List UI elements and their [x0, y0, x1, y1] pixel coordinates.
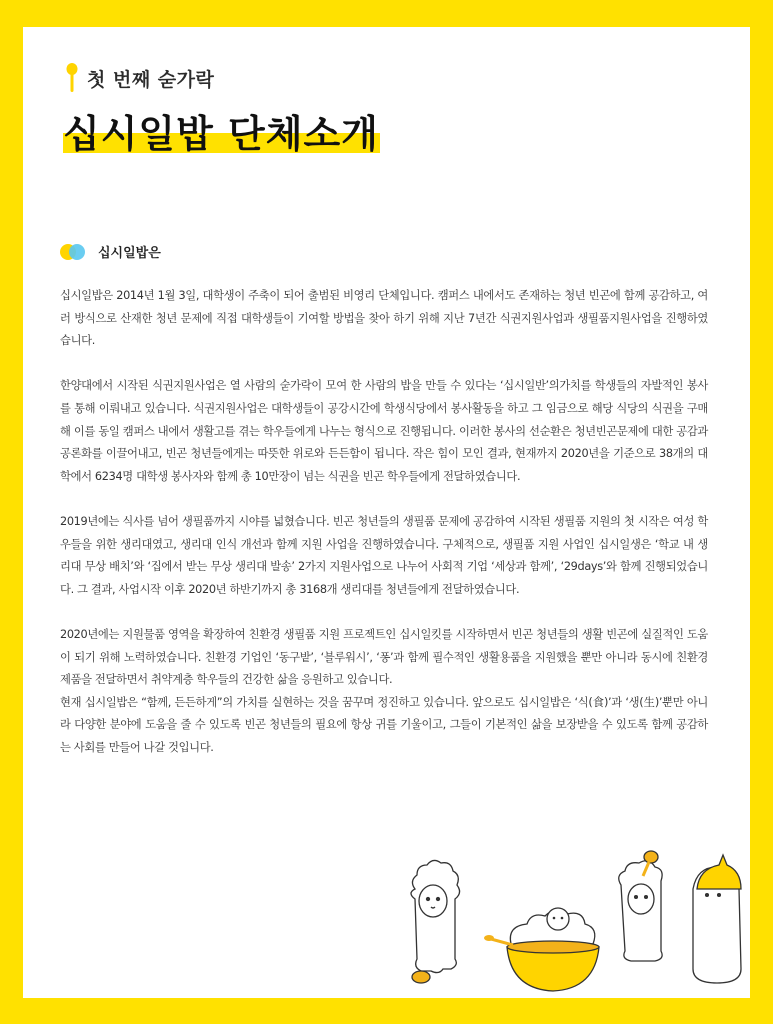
paragraph-5: 현재 십시일밥은 “함께, 든든하게”의 가치를 실현하는 것을 꿈꾸며 정진하고 있습니다. 앞으로도 십시일밥은 ‘식(食)’과 ‘생(生)’뿐만 아니라 다양한 분야에 도움을 줄 수 있도록 빈곤 청년들의 필요에 항상 귀를 기울이고, 그들이 기본적인 삶을 보장받을 수 있도록 함께 공감하는 사회를 만들어 나갈 것입니다.	[60, 695, 708, 754]
section-dots-icon	[60, 244, 86, 260]
paragraph-2: 한양대에서 시작된 식권지원사업은 열 사람의 숟가락이 모여 한 사람의 밥을 만들 수 있다는 ‘십시일반’의가치를 학생들의 자발적인 봉사를 통해 이뤄내고 있습니다. 식권지원사업은 대학생들이 공강시간에 학생식당에서 봉사활동을 하고 그 임금으로 해당 식당의 식권을 구매해 이를 동일 캠퍼스 내에서 생활고를 겪는 학우들에게 나누는 형식으로 진행됩니다. 이러한 봉사의 선순환은 청년빈곤문제에 대한 공감과 공론화를 이끌어내고, 빈곤 청년들에게는 따뜻한 위로와 든든함이 됩니다. 작은 힘이 모인 결과, 현재까지 2020년을 기준으로 38개의 대학에서 6234명 대학생 봉사자와 함께 총 10만장이 넘는 식권을 빈곤 학우들에게 전달하였습니다.	[60, 379, 708, 483]
paragraph-1: 십시일밥은 2014년 1월 3일, 대학생이 주축이 되어 출범된 비영리 단체입니다. 캠퍼스 내에서도 존재하는 청년 빈곤에 함께 공감하고, 여러 방식으로 산재한 청년 문제에 직접 대학생들이 기여할 방법을 찾아 하기 위해 지난 7년간 식권지원사업과 생필품지원사업을 진행하였습니다.	[60, 289, 708, 348]
spoon-icon	[65, 63, 79, 93]
body-text	[60, 285, 708, 759]
paragraph-4: 2020년에는 지원물품 영역을 확장하여 친환경 생필품 지원 프로젝트인 십시일킷를 시작하면서 빈곤 청년들의 생활 빈곤에 실질적인 도움이 되기 위해 노력하였습니다. 친환경 기업인 ‘동구밭’, ‘블루워시’, ‘퐁’과 함께 필수적인 생활용품을 지원했을 뿐만 아니라 동시에 친환경 제품을 전달하면서 취약계층 학우들의 건강한 삶을 응원하고 있습니다.	[60, 627, 708, 687]
section-title: 십시일밥은	[98, 246, 161, 261]
mascot-illustration	[393, 849, 743, 999]
page-sheet	[23, 27, 750, 998]
rice-bowl	[484, 908, 599, 991]
page-title-block	[63, 103, 379, 158]
chapter-label	[65, 63, 214, 93]
mascot-3	[619, 851, 662, 961]
chapter-label-text: 첫 번째 숟가락	[87, 68, 215, 91]
page-title: 십시일밥 단체소개	[63, 112, 379, 156]
mascot-1	[411, 860, 460, 983]
mascot-4	[693, 855, 741, 983]
paragraph-3: 2019년에는 식사를 넘어 생필품까지 시야를 넓혔습니다. 빈곤 청년들의 생필품 문제에 공감하여 시작된 생필품 지원의 첫 시작은 여성 학우들을 위한 생리대였고, 생리대 인식 개선과 함께 지원 사업을 진행하였습니다. 구체적으로, 생필품 지원 사업인 십시일생은 ‘학교 내 생리대 무상 배치’와 ‘집에서 받는 무상 생리대 발송’ 2가지 지원사업으로 나누어 사회적 기업 ‘세상과 함께’, ‘29days’와 함께 진행되었습니다. 그 결과, 사업시작 이후 2020년 하반기까지 총 3168개 생리대를 청년들에게 전달하였습니다.	[60, 514, 708, 596]
section-heading	[60, 242, 161, 261]
